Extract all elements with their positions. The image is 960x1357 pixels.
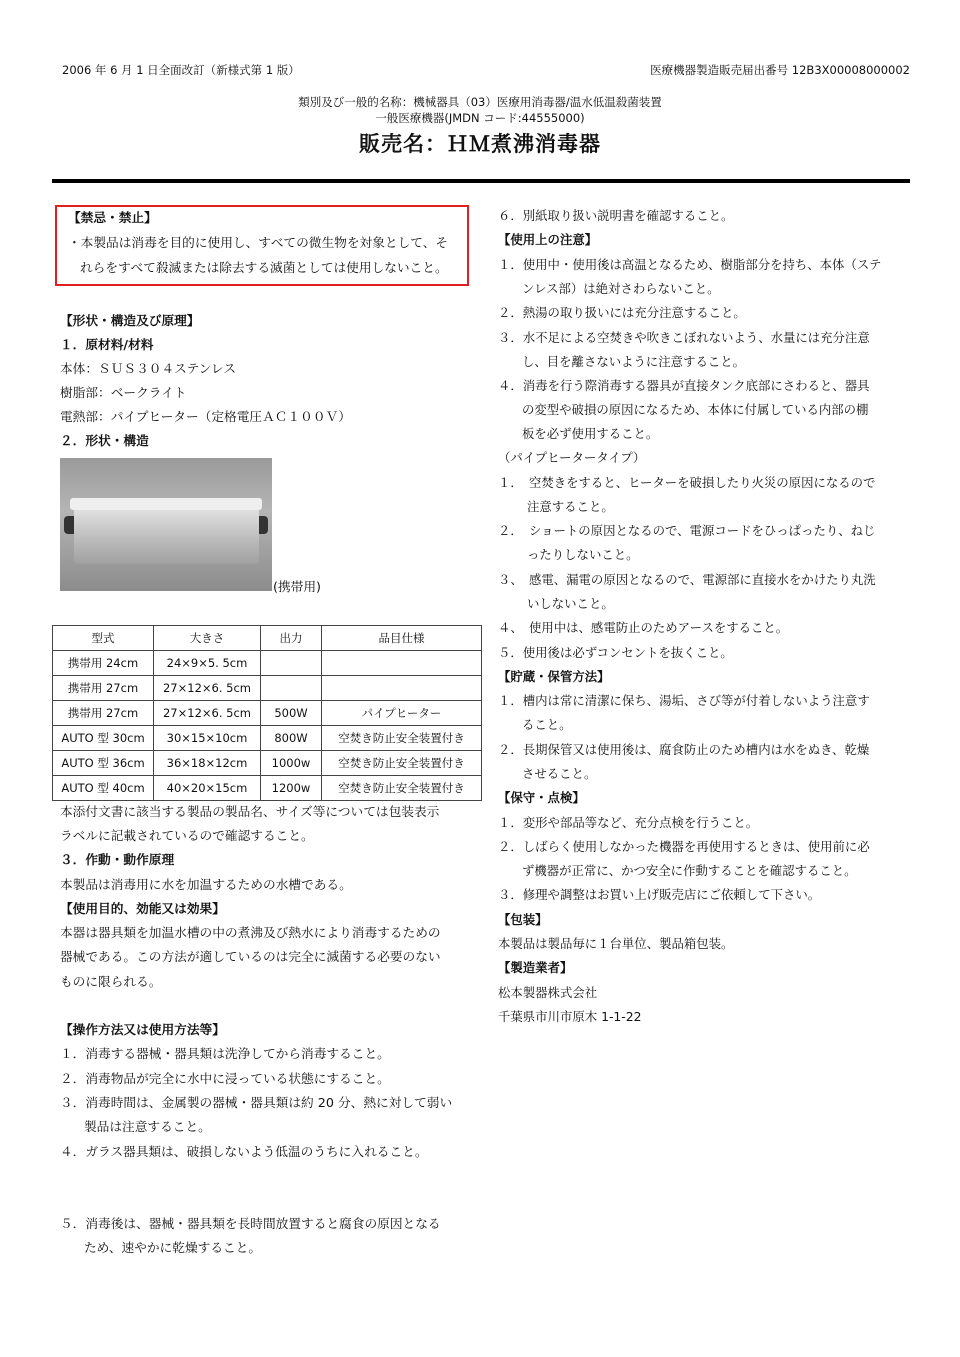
table-cell: AUTO 型 30cm <box>53 726 154 751</box>
text-line: 本体：ＳＵＳ３０４ステンレス <box>60 361 237 376</box>
text-line: １．変形や部品等など、充分点検を行うこと。 <box>498 815 759 830</box>
page-title: 販売名：ＨＭ煮沸消毒器 <box>359 132 601 156</box>
text-line: 千葉県市川市原木 1-1-22 <box>498 1009 642 1024</box>
text-line: ったりしないこと。 <box>527 547 639 562</box>
table-cell: AUTO 型 36cm <box>53 751 154 776</box>
table-cell: 1200w <box>261 776 322 801</box>
text-line: １．使用中・使用後は高温となるため、樹脂部分を持ち、本体（ステ <box>498 257 882 272</box>
table-row <box>53 651 482 676</box>
text-line: ること。 <box>522 717 572 732</box>
text-line: れらをすべて殺滅または除去する滅菌としては使用しないこと。 <box>80 260 448 275</box>
table-cell: 携帯用 24cm <box>53 651 154 676</box>
section-heading: 【使用上の注意】 <box>498 232 598 247</box>
text-line: 器械である。この方法が適しているのは完全に滅菌する必要のない <box>60 949 441 964</box>
table-row <box>53 776 482 801</box>
table-cell: 携帯用 27cm <box>53 676 154 701</box>
text-line: 本製品は消毒用に水を加温するための水槽である。 <box>60 877 352 892</box>
text-line: 本製品は製品毎に１台単位、製品箱包装。 <box>498 936 734 951</box>
section-heading: 【包装】 <box>498 912 548 927</box>
text-line: ６．別紙取り扱い説明書を確認すること。 <box>498 208 734 223</box>
text-line: 本器は器具類を加温水槽の中の煮沸及び熱水により消毒するための <box>60 925 441 940</box>
section-heading: ３．作動・動作原理 <box>60 852 175 867</box>
text-line: ンレス部）は絶対さわらないこと。 <box>522 281 720 296</box>
section-heading: １．原材料/材料 <box>60 337 154 352</box>
jmdn-category: 一般医療機器(JMDN コード:44555000) <box>375 111 585 125</box>
text-line: し、目を離さないように注意すること。 <box>522 354 746 369</box>
table-cell: 36×18×12cm <box>154 751 261 776</box>
section-heading: 【製造業者】 <box>498 960 573 975</box>
col-model: 型式 <box>53 626 154 651</box>
table-cell <box>322 676 482 701</box>
text-line: 電熱部：パイプヒーター（定格電圧ＡＣ１００Ｖ） <box>60 409 351 424</box>
classification: 類別及び一般的名称：機械器具（03）医療用消毒器/温水低温殺菌装置 <box>298 95 662 109</box>
table-cell: 40×20×15cm <box>154 776 261 801</box>
text-line: １．槽内は常に清潔に保ち、湯垢、さび等が付着しないよう注意す <box>498 693 870 708</box>
section-heading: 【使用目的、効能又は効果】 <box>60 901 225 916</box>
section-heading: 【形状・構造及び原理】 <box>60 313 200 328</box>
text-line: 注意すること。 <box>527 499 614 514</box>
table-cell: AUTO 型 40cm <box>53 776 154 801</box>
text-line: ５．使用後は必ずコンセントを抜くこと。 <box>498 645 733 660</box>
text-line: ３、 感電、漏電の原因となるので、電源部に直接水をかけたり丸洗 <box>498 572 876 587</box>
text-line: させること。 <box>522 766 597 781</box>
text-line: ・本製品は消毒を目的に使用し、すべての微生物を対象として、そ <box>68 235 449 250</box>
text-line: ３．修理や調整はお買い上げ販売店にご依頼して下さい。 <box>498 887 821 902</box>
table-cell <box>322 651 482 676</box>
table-row <box>53 701 482 726</box>
section-heading: 【操作方法又は使用方法等】 <box>60 1022 225 1037</box>
text-line: ものに限られる。 <box>60 974 162 989</box>
photo-caption: (携帯用) <box>273 579 321 594</box>
table-cell: 27×12×6. 5cm <box>154 676 261 701</box>
col-size: 大きさ <box>154 626 261 651</box>
text-line: 本添付文書に該当する製品の製品名、サイズ等については包装表示 <box>60 804 440 819</box>
text-line: （パイプヒータータイプ） <box>498 450 646 465</box>
table-row <box>53 676 482 701</box>
text-line: ４．ガラス器具類は、破損しないよう低温のうちに入れること。 <box>60 1144 428 1159</box>
text-line: ラベルに記載されているので確認すること。 <box>60 828 314 843</box>
section-heading: 【禁忌・禁止】 <box>68 210 157 225</box>
table-cell: 空焚き防止安全装置付き <box>322 776 482 801</box>
text-line: ４、 使用中は、感電防止のためアースをすること。 <box>498 620 789 635</box>
spec-table <box>52 625 482 801</box>
text-line: ４．消毒を行う際消毒する器具が直接タンク底部にさわると、器具 <box>498 378 870 393</box>
text-line: ２．長期保管又は使用後は、腐食防止のため槽内は水をぬき、乾燥 <box>498 742 870 757</box>
section-heading: 【保守・点検】 <box>498 790 585 805</box>
text-line: ３．水不足による空焚きや吹きこぼれないよう、水量には充分注意 <box>498 330 870 345</box>
text-line: ３．消毒時間は、金属製の器械・器具類は約 20 分、熱に対して弱い <box>60 1095 453 1110</box>
revision-date: 2006 年 6 月 1 日全面改訂（新様式第 1 版） <box>62 63 300 77</box>
table-row <box>53 751 482 776</box>
table-cell: 800W <box>261 726 322 751</box>
text-line: 樹脂部：ベークライト <box>60 385 187 400</box>
approval-number: 医療機器製造販売届出番号 12B3X00008000002 <box>650 63 910 77</box>
col-output: 出力 <box>261 626 322 651</box>
text-line: 板を必ず使用すること。 <box>522 426 659 441</box>
text-line: ず機器が正常に、かつ安全に作動することを確認すること。 <box>522 863 857 878</box>
table-cell <box>261 676 322 701</box>
divider <box>52 179 910 183</box>
table-row <box>53 726 482 751</box>
table-cell: 27×12×6. 5cm <box>154 701 261 726</box>
section-heading: ２．形状・構造 <box>60 433 149 448</box>
text-line: の変型や破損の原因になるため、本体に付属している内部の棚 <box>522 402 869 417</box>
text-line: １． 空焚きをすると、ヒーターを破損したり火災の原因になるので <box>498 475 876 490</box>
table-cell: 空焚き防止安全装置付き <box>322 751 482 776</box>
text-line: いしないこと。 <box>527 596 614 611</box>
text-line: ２．しばらく使用しなかった機器を再使用するときは、使用前に必 <box>498 839 870 854</box>
text-line: ２．消毒物品が完全に水中に浸っている状態にすること。 <box>60 1071 390 1086</box>
text-line: ５．消毒後は、器械・器具類を長時間放置すると腐食の原因となる <box>60 1216 441 1231</box>
text-line: 松本製器株式会社 <box>498 985 598 1000</box>
table-cell: 1000w <box>261 751 322 776</box>
text-line: ため、速やかに乾燥すること。 <box>84 1240 262 1255</box>
text-line: 製品は注意すること。 <box>84 1119 211 1134</box>
table-cell: パイプヒーター <box>322 701 482 726</box>
table-cell: 24×9×5. 5cm <box>154 651 261 676</box>
table-cell: 携帯用 27cm <box>53 701 154 726</box>
text-line: ２．熱湯の取り扱いには充分注意すること。 <box>498 305 746 320</box>
table-cell: 空焚き防止安全装置付き <box>322 726 482 751</box>
table-cell <box>261 651 322 676</box>
product-photo <box>60 458 272 591</box>
text-line: ２． ショートの原因となるので、電源コードをひっぱったり、ねじ <box>498 523 876 538</box>
col-spec: 品目仕様 <box>322 626 482 651</box>
table-cell: 30×15×10cm <box>154 726 261 751</box>
section-heading: 【貯蔵・保管方法】 <box>498 669 610 684</box>
table-cell: 500W <box>261 701 322 726</box>
text-line: １．消毒する器械・器具類は洗浄してから消毒すること。 <box>60 1046 390 1061</box>
